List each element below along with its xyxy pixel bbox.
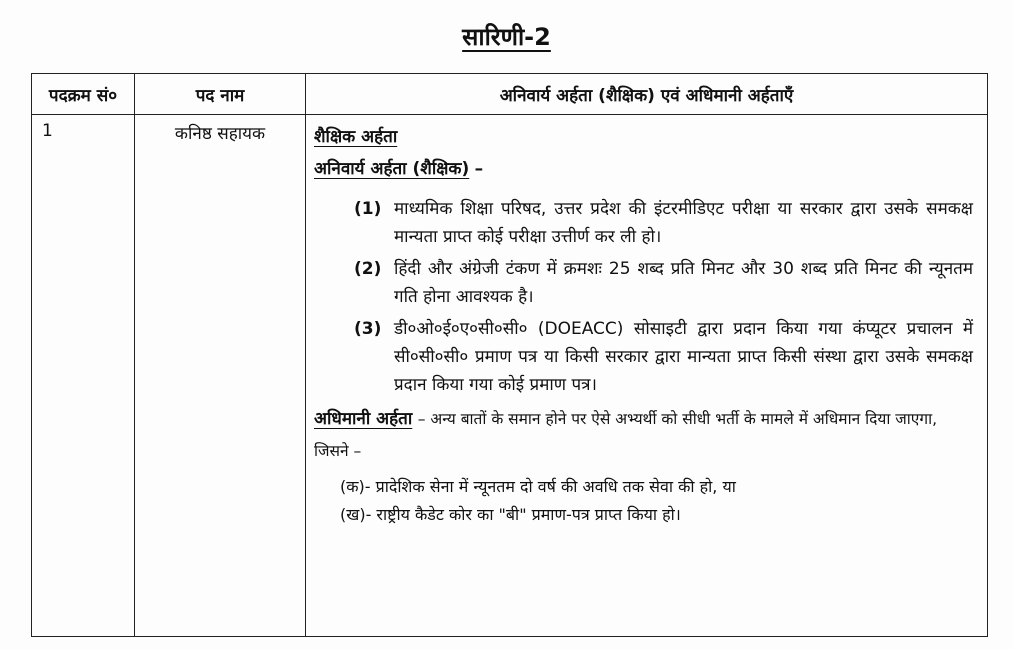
header-post-name: पद नाम bbox=[135, 74, 306, 115]
educational-qualification-heading: शैक्षिक अर्हता bbox=[314, 127, 398, 147]
point-number: (1) bbox=[354, 199, 382, 219]
header-qualification: अनिवार्य अर्हता (शैक्षिक) एवं अधिमानी अर्हताएँ bbox=[306, 74, 988, 115]
preferential-sub-points bbox=[314, 473, 973, 529]
cell-post-name: कनिष्ठ सहायक bbox=[135, 115, 306, 637]
mandatory-points-list bbox=[314, 195, 973, 399]
list-item: (ख)- राष्ट्रीय कैडेट कोर का "बी" प्रमाण-पत्र प्राप्त किया हो। bbox=[340, 505, 681, 524]
preferential-qualification-text: – अन्य बातों के समान होने पर ऐसे अभ्यर्थी को सीधी भर्ती के मामले में अधिमान दिया जाएगा, जिसने – bbox=[314, 410, 938, 460]
table-row bbox=[32, 115, 988, 637]
qualification-table bbox=[31, 73, 988, 637]
point-text: माध्यमिक शिक्षा परिषद, उत्तर प्रदेश की इंटरमीडिएट परीक्षा या सरकार द्वारा उसके समकक्ष मान्यता प्राप्त कोई परीक्षा उत्तीर्ण कर ली हो। bbox=[394, 199, 973, 247]
preferential-paragraph bbox=[314, 403, 973, 467]
table-title: सारिणी-2 bbox=[462, 23, 551, 51]
mandatory-heading-dash: – bbox=[474, 159, 484, 179]
cell-serial-number: 1 bbox=[32, 115, 135, 637]
point-text: हिंदी और अंग्रेजी टंकण में क्रमशः 25 शब्द प्रति मिनट और 30 शब्द प्रति मिनट की न्यूनतम गति होना आवश्यक है। bbox=[394, 259, 973, 307]
point-number: (2) bbox=[354, 259, 382, 279]
point-text: डी०ओ०ई०ए०सी०सी० (DOEACC) सोसाइटी द्वारा प्रदान किया गया कंप्यूटर प्रचालन में सी०सी०सी० प्रमाण पत्र या किसी सरकार द्वारा मान्यता प्राप्त किसी संस्था द्वारा उसके समकक्ष प्रदान किया गया कोई प्रमाण पत्र। bbox=[394, 319, 973, 395]
list-item bbox=[314, 255, 973, 311]
point-number: (3) bbox=[354, 319, 382, 339]
list-item bbox=[314, 195, 973, 251]
list-item bbox=[314, 315, 973, 399]
table-header-row bbox=[32, 74, 988, 115]
mandatory-qualification-heading: अनिवार्य अर्हता (शैक्षिक) bbox=[314, 159, 470, 179]
cell-qualification bbox=[306, 115, 988, 637]
header-serial-number: पदक्रम सं० bbox=[32, 74, 135, 115]
list-item: (क)- प्रादेशिक सेना में न्यूनतम दो वर्ष की अवधि तक सेवा की हो, या bbox=[340, 477, 736, 496]
preferential-qualification-heading: अधिमानी अर्हता bbox=[314, 409, 413, 429]
